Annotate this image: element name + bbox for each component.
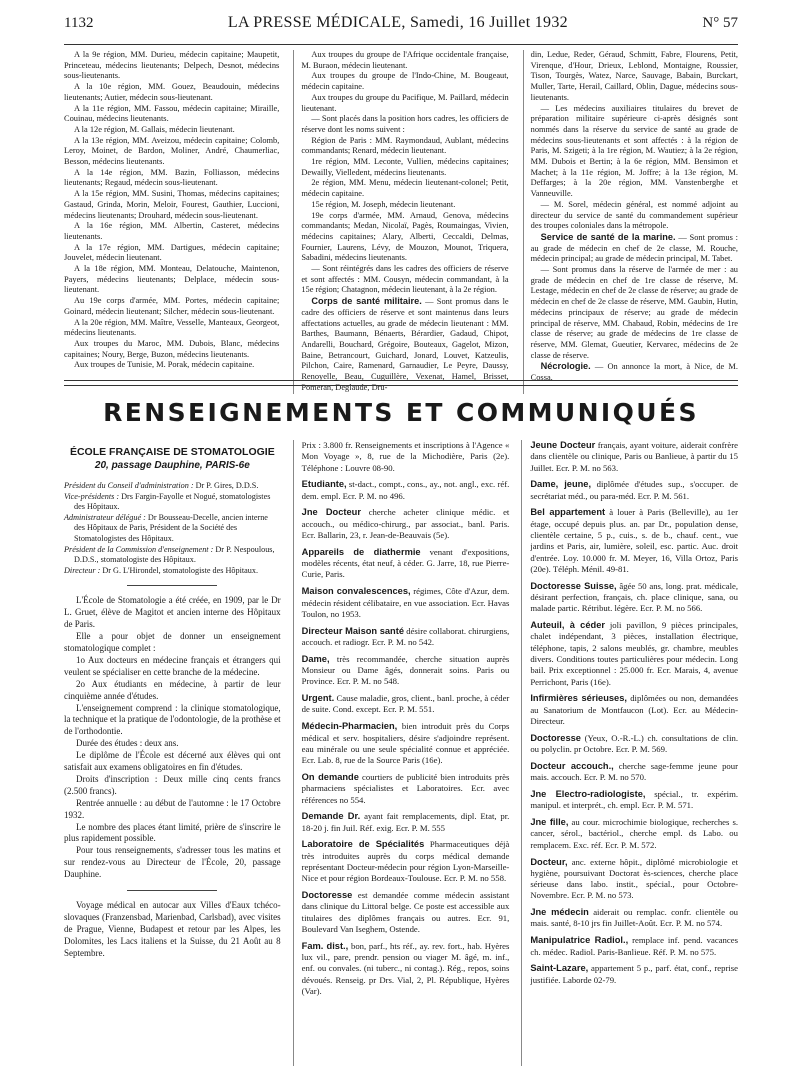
announcement-paragraph: — Sont promus dans la réserve de l'armée de mer : au grade de médecin en chef de 1re classe de réserve, M. Lestage, médecin en chef de 2e classe de réserve; au grade de médecin en chef de 2e classe de réserve, MM. Gaubin, Hutin, médecins principaux de réserve; au grade de médecin principal de réserve, MM. Chabaud, Robin, médecins de 1re classe de réserve; au grade de médecins de 1re classe de réserve, MM. Glemat, Gueutier, Kervarec, médecins de 2e classe de réserve. [530,265,738,360]
classified-ad [302,772,510,806]
classified-ad [302,839,510,884]
running-header [64,14,738,45]
ad-text: st-dact., compt., cons., ay., not. angl., exc. réf. dem. empl. Ecr. P. M. no 496. [301,479,510,501]
announcement-paragraph: A la 10e région, MM. Gouez, Beaudouin, médecins lieutenants; Autier, médecin sous-lieutenant. [64,82,280,102]
announcement-paragraph: A la 16e région, MM. Albertin, Casteret, médecins lieutenants. [64,221,280,241]
ad-title: Dame, [301,653,330,664]
issue-date: Samedi, 16 Juillet 1932 [409,14,568,31]
ad-text: âgée 50 ans, long. prat. médicale, désirant perfection, français, ch. place clinique, sana, ou malade partic. Rétribut. légère. Ecr. P. M. no 566. [530,580,739,614]
school-paragraph: Durée des études : deux ans. [76,738,179,749]
announcement-paragraph: A la 20e région, MM. Maître, Vesselle, Manteaux, Georgeot, médecins lieutenants. [64,317,280,338]
school-description [64,595,281,881]
ad-text: diplômées ou non, demandées au Sanatorium de Montfaucon (Lot). Ecr. au Médecin-Directeur. [530,693,739,727]
ad-title: Etudiante, [301,479,347,490]
ad-text: régimes, Côte d'Azur, dem. médecin résident célibataire, en vue association. Ecr. Havas Toulon, no 1953. [301,586,510,619]
classified-ad [302,479,510,502]
announcement-paragraph: A la 11e région, MM. Fassou, médecin capitaine; Miraille, Couinau, médecins lieutenants. [64,103,280,124]
ad-title: Doctoresse [301,890,353,901]
classified-ad [530,620,738,688]
ad-title: Auteuil, à céder [530,620,605,631]
announcement-paragraph: — Les médecins auxiliaires titulaires du brevet de préparation militaire supérieure ci-après désignés sont nommés dans la réserve du service de santé au grade de médecins sous-lieutenants et sont affectés : à la région de Paris, M. Szigeti; à la 1re région, M. Wautiez; à la 2e région, MM. Dubois et Bertin; à la 6e région, MM. Bensimon et Machet; à la 11e région, M. Joffre; à la 13e région, M. Deffarges; à la 20e région, MM. Vanstenberghe et Vanneuville. [530,103,738,199]
section-divider [64,380,738,386]
top-column-1 [64,50,279,394]
classified-ad [530,817,738,851]
announcement-paragraph: 19e corps d'armée, MM. Arnaud, Genova, médecins commandants; Medan, Nicolaï, Pagès, Roumaingas, Vivien, médecins capitaines; Alary, Alberti, Ceccaldi, Delmas, Fournier, Laurens, Lévy, de Mouzon, Mounot, Triquera, Sabadini, médecins lieutenants. [301,210,509,263]
school-paragraph: L'École de Stomatologie a été créée, en 1909, par le Dr L. Gruet, élève de Magitot et ancien interne des Hôpitaux de Paris. [64,595,281,630]
classified-ad [530,857,738,902]
school-paragraph: Elle a pour objet de donner un enseignement stomatologique complet : [64,631,281,653]
ad-text: venant d'expositions, modèles récents, état neuf, à céder. G. Jarre, 18, rue Pierre-Curie, Paris. [301,546,510,580]
ad-title: Manipulatrice Radiol., [530,935,629,946]
journal-name: LA PRESSE MÉDICALE, [227,14,406,31]
ad-title: Jeune Docteur [530,440,596,450]
announcement-paragraph: A la 18e région, MM. Monteau, Delatouche, Maintenon, Payers, médecins lieutenants; Delplace, médecin sous-lieutenant. [64,264,280,295]
classified-ad [530,479,738,502]
school-paragraph: L'enseignement comprend : la clinique stomatologique, la technique et la pratique de l'odontologie, de la prothèse et de l'orthodontie. [64,702,281,737]
journal-title-line [228,14,568,32]
school-paragraph: 1o Aux docteurs en médecine français et étrangers qui veulent se spécialiser en cette branche de la médecine. [64,654,281,677]
ad-title: Bel appartement [530,507,606,518]
classified-ad [530,907,738,930]
school-officials [64,481,281,576]
bottom-column-2 [293,440,510,1066]
school-official [64,566,281,577]
ad-text: joli pavillon, 9 pièces principales, chalet indépendant, 3 pièces, installation électrique, téléphone, tapis, 2 salons meublés, gr. chambre, meubles divers. Conditions toutes particulières pour médecin. Long bail. Prix exceptionnel : 25.000 fr. Ecr. Marais, 4, avenue Perrichont, Paris (16e). [530,620,738,687]
official-role: Président du Conseil d'administration : [64,481,194,490]
official-role: Vice-présidents : [64,491,120,501]
ad-text: cherche sage-femme jeune pour mais. accouch. Ecr. P. M. no 570. [530,760,738,783]
announcement-paragraph: Aux troupes du Maroc, MM. Dubois, Blanc, médecins capitaines; Noury, Berge, Buzon, médecins lieutenants. [64,338,280,359]
classified-ad [530,581,738,615]
ad-text: appartement 5 p., parf. état, conf., reprise justifiée. Laborde 02-79. [530,963,739,985]
ad-title: Doctoresse [530,732,581,743]
classified-ad [530,935,738,958]
ad-text: anc. externe hôpit., diplômé microbiologie et hygiène, poursuivant Doctorat ès-sciences, cherche place sérieuse dans labo. instit., spécial., pour Octobre-Novembre. Ecr. P. M. no 573. [530,856,738,901]
ad-title: Jne fille, [530,817,569,828]
announcement-paragraph: Service de santé de la marine. — Sont promus : au grade de médecin en chef de 2e classe, M. Rouche, médecin principal; au grade de médecin principal, M. Tabet. [530,231,738,264]
bottom-column-1 [64,440,281,1066]
ad-text: (Yeux, O.-R.-L.) ch. consultations de clin. ou polyclin. pr Octobre. Ecr. P. M. 569. [530,732,738,755]
classified-ad [530,761,738,784]
voyage-announcement: Voyage médical en autocar aux Villes d'Eaux tchéco-slovaques (Franzensbad, Marienbad, Carlsbad), avec visites de Prague, Vienne, Budapest et retour par les Alpes, les Dolomites, les Lacs italiens et la Suisse, du 21 Août au 8 Septembre. [64,900,281,958]
official-announcements [64,50,738,392]
ad-text: Cause maladie, gros, client., banl. proche, à céder de suite. Cond. except. Ecr. P. M. 551. [301,693,510,715]
official-role: Administrateur délégué : [64,512,146,522]
ad-title: Saint-Lazare, [530,963,589,974]
ad-title: Demande Dr. [301,811,361,822]
ad-text: à louer à Paris (Belleville), au 1er étage, occupé depuis plus. an. par Dr., population dense, clientèle certaine, 5 p., cuis., s. de b., chauf. cent., vue jardins et Paris, air, lumière, soleil, esc. partic. Auc. droit d'entrée. Loy. 10.000 fr. M. Meyer, 16, Villa Ortoz, Paris (20e). Téléph. Ménil. 49-81. [530,507,739,574]
school-paragraph: 2o Aux étudiants en médecine, à partir de leur cinquième année d'études. [64,678,281,701]
ad-text: diplômée d'études sup., s'occuper. de secrétariat méd., ou para-méd. Ecr. P. M. 561. [530,479,738,501]
school-paragraph: Le diplôme de l'École est décerné aux élèves qui ont satisfait aux examens obligatoires en fin d'études. [64,750,281,773]
ad-title: Dame, jeune, [530,479,592,490]
school-name: ÉCOLE FRANÇAISE DE STOMATOLOGIE [69,446,275,458]
ad-text: remplace inf. pend. vacances ch. médec. Radiol. Paris-Banlieue. Réf. P. M. no 575. [530,935,738,957]
announcement-paragraph: 1re région, MM. Leconte, Vullien, médecins capitaines; Dewailly, Vielledent, médecins lieutenants. [301,157,509,177]
short-divider [127,585,217,586]
ad-text: français, ayant voiture, aiderait confrère dans clientèle ou clinique, Paris ou Banlieue, à partir du 15 Juillet. Ecr. P. M. no 563. [530,440,738,473]
ad-title: Maison convalescences, [301,586,411,597]
classified-ad [302,941,510,997]
announcement-paragraph: Région de Paris : MM. Raymondaud, Aublant, médecins commandants; Renard, médecin lieutenant. [301,135,509,156]
classified-ad [302,547,510,581]
announcement-paragraph: Aux troupes du groupe de l'Afrique occidentale française, M. Buraon, médecin lieutenant. [301,50,509,70]
announcement-paragraph: A la 12e région, M. Gallais, médecin lieutenant. [74,124,235,134]
official-role: Président de la Commission d'enseignement : [64,544,214,554]
classified-ad [302,507,510,541]
ad-text: courtiers de publicité bien introduits près pharmaciens spécialistes et Laboratoires. Ecr. avec références no 554. [301,771,510,805]
classified-ad [302,440,510,474]
school-paragraph: Pour tous renseignements, s'adresser tous les matins et sur rendez-vous au Directeur de l'École, 20, passage Dauphine. [64,845,281,880]
announcement-paragraph: A la 14e région, MM. Bazin, Folliasson, médecins lieutenants; Regaud, médecin sous-lieutenant. [64,167,280,188]
ad-text: au cour. microchimie biologique, recherches s. cancer, sérol., bactériol., cherche empl. ds Labo. ou remplacem. Exc. réf. Ecr. P. M. 572. [530,817,739,850]
ad-title: Fam. dist., [301,940,349,951]
short-divider [127,890,217,891]
announcement-paragraph: Nécrologie. — On annonce la mort, à Nice, de M. Cossa. [530,361,738,383]
ad-title: Laboratoire de Spécialités [301,839,425,850]
ad-text: est demandée comme médecin assistant dans clinique du Littoral belge. Ce poste est accessible aux titulaires des diplômes français ou autres. Ecr. 91, Boulevard Van Iseghem, Ostende. [301,890,510,934]
ad-text: désire collaborat. chirurgiens, accouch. et radiogr. Ecr. P. M. no 542. [301,625,510,647]
bottom-column-3 [521,440,738,1066]
official-name: Drs Fargin-Fayolle et Nogué, stomatologistes des Hôpitaux. [74,491,271,512]
announcement-paragraph: — Sont réintégrés dans les cadres des officiers de réserve et sont affectés : MM. Cousyn, médecin commandant, à la 15e région; Chatagnon, médecin lieutenant, à la 2e région. [301,264,509,295]
subsection-heading: Corps de santé militaire. [311,296,422,307]
school-address: 20, passage Dauphine, PARIS-6e [94,460,250,471]
ad-text: cherche acheter clinique médic. et accouch., ou médico-chirurg., par associat., banl. Paris. Ecr. Ballarin, 23, r. Jean-de-Beauvais (5e). [301,507,510,541]
announcement-paragraph: Aux troupes du groupe de l'Indo-Chine, M. Bougeaut, médecin capitaine. [301,71,509,92]
official-name: Dr P. Nespoulous, D.D.S., stomatologiste des Hôpitaux. [74,544,275,565]
classified-ad [530,507,738,575]
top-column-2 [293,50,508,394]
ad-text: bien introduit près du Corps médical et serv. hospitaliers, désire s'adjoindre représent. eau minérale ou une seule spécialité connue et appréciée. Ecr. Lab. 8, rue de la Source Paris (16e). [301,721,510,766]
school-paragraph: Droits d'inscription : Deux mille cinq cents francs (2.500 francs). [64,773,281,796]
communiques-section [64,440,738,1066]
announcement-paragraph: 15e région, M. Joseph, médecin lieutenant. [311,199,456,209]
classified-ad [530,693,738,727]
classified-ad [302,721,510,766]
classified-ad [530,733,738,756]
official-name: Dr G. L'Hirondel, stomatologiste des Hôpitaux. [102,565,259,575]
section-title: RENSEIGNEMENTS ET COMMUNIQUÉS [103,398,699,427]
ad-text: Prix : 3.800 fr. Renseignements et inscriptions à l'Agence « Mon Voyage », 8, rue de la Michodière, Paris (2e). Téléphone : Louvre 08-90. [301,440,510,473]
ad-text: ayant fait remplacements, dipl. Etat, pr. 18-20 j. fin Juil. Réf. exig. Ecr. P. M. 555 [301,811,510,833]
classified-ad [302,890,510,935]
ad-title: On demande [301,771,359,782]
announcement-paragraph: 2e région, MM. Menu, médecin lieutenant-colonel; Petit, médecin capitaine. [301,178,509,199]
ad-text: très recommandée, cherche situation auprès Monsieur ou Dame âgés, donnerait soins. Paris ou Province. Ecr. P. M. no 548. [301,653,510,687]
ad-title: Jne Docteur [301,507,361,518]
page-number: 1132 [64,15,94,31]
ad-title: Appareils de diathermie [301,546,421,557]
top-column-3 [523,50,738,394]
ad-title: Médecin-Pharmacien, [301,721,398,732]
school-official [64,492,281,513]
classified-ad [530,789,738,812]
ad-title: Directeur Maison santé [301,625,404,636]
announcement-paragraph: — Sont placés dans la position hors cadres, les officiers de réserve dont les noms suivent : [301,114,509,134]
ad-text: bon, parf., hts réf., ay. rev. fort., hab. Hyères lux vil., pare, prendr. pension ou viager M. âgé, m. inf., enf. ou convales. (ni tuberc., ni contag.). Rég., repos, soins dévoués. Renseig. pr Drs. Vial, 2, Pl. République, Hyères (Var). [301,940,510,996]
ad-title: Urgent. [301,693,335,704]
announcement-paragraph: Corps de santé militaire. — Sont promus dans le cadre des officiers de réserve et sont maintenus dans leurs affectations actuelles, au grade de médecin lieutenant : MM. Barthes, Baumann, Bénaerts, Bérardier, Gadaud, Chipot, Andarelli, Bouchard, Grégoire, Bouteaux, Gagelot, Mizon, Baine, Betrancourt, Guichard, Jonard, Louvet, Katzeulis, Pilchon, Caire, Ramenard, Garnaudier, Le Peyre, Daussy, Renoyelle, Beau, Cuguillère, Vexenat, Hamel, Brisset, Pomeran, Deglaude, Dru- [301,296,509,392]
classified-ad [302,626,510,649]
ad-text: spécial., tr. expérim. manipul. et interprét., ch. empl. Ecr. P. M. 571. [530,789,738,811]
ad-title: Doctoresse Suisse, [530,580,617,591]
ad-title: Docteur, [530,856,568,867]
announcement-paragraph: A la 17e région, MM. Dartigues, médecin capitaine; Jouvelet, médecin lieutenant. [64,242,280,263]
classified-ad [530,963,738,986]
ad-title: Jne médecin [530,907,589,918]
official-name: Dr Bousseau-Decelle, ancien interne des Hôpitaux de Paris, Président de la Société des Stomatologistes des Hôpitaux. [74,512,268,543]
classified-ad [302,654,510,688]
school-official [64,513,281,545]
classified-ad [302,586,510,620]
classified-ad [530,440,738,474]
announcement-paragraph: Aux troupes de Tunisie, M. Porak, médecin capitaine. [74,360,255,370]
subsection-heading: Service de santé de la marine. [540,231,676,242]
ad-title: Infirmières sérieuses, [530,693,627,704]
announcement-paragraph: Aux troupes du groupe du Pacifique, M. Paillard, médecin lieutenant. [301,92,509,113]
subsection-heading: Nécrologie. [540,361,591,372]
official-name: Dr P. Gires, D.D.S. [195,481,259,490]
ad-title: Docteur accouch., [530,760,614,771]
issue-number: N° 57 [702,15,738,31]
announcement-paragraph: A la 13e région, MM. Aveizou, médecin capitaine; Colomb, Leroy, Moinet, de Bardon, Moliner, André, Chaumerliac, Besson, médecins lieutenants. [64,135,280,167]
official-role: Directeur : [64,565,101,575]
school-paragraph: Rentrée annuelle : au début de l'automne : le 17 Octobre 1932. [64,797,281,820]
ad-title: Jne Electro-radiologiste, [530,789,646,800]
announcement-paragraph: — M. Sorel, médecin général, est nommé adjoint au directeur du service de santé du commandement supérieur des troupes coloniales dans la métropole. [530,199,738,231]
classified-ad [302,693,510,716]
announcement-paragraph: A la 9e région, MM. Durieu, médecin capitaine; Maupetit, Princeteau, médecins lieutenants; Delpech, Desnot, médecins sous-lieutenants. [64,50,280,81]
school-official [64,481,281,492]
announcement-paragraph: A la 15e région, MM. Susini, Thomas, médecins capitaines; Gastaud, Grinda, Morin, Meloir, Fourest, Gauthier, Luccioni, médecins lieutenants; Drouhard, médecin sous-lieutenant. [64,189,280,220]
school-official [64,545,281,566]
classified-ad [302,811,510,834]
ad-text: aiderait ou remplac. confr. clientèle ou mais. santé, 8-10 jrs fin Juillet-Août. Ecr. P. M. no 574. [530,907,739,929]
school-paragraph: Le nombre des places étant limité, prière de s'inscrire le plus rapidement possible. [64,821,281,844]
ad-text: Pharmaceutiques déjà très introduites auprès du corps médical demande représentant Docteur-médecin pour région Lyon-Marseille-Nice et pour région Bordeaux-Toulouse. Ecr. P. M. no 558. [301,839,510,884]
announcement-paragraph: Au 19e corps d'armée, MM. Portes, médecin capitaine; Goinard, médecin lieutenant; Silcher, médecin sous-lieutenant. [64,296,280,316]
announcement-paragraph: din, Ledue, Reder, Géraud, Schmitt, Fabre, Flourens, Petit, Virenque, d'Hour, Drieux, Leblond, Montaigne, Roussier, Tison, Tourgès, Watez, Narce, Sauvage, Babain, Burckart, Muller, Tarte, Herail, Caillard, Oblin, Dague, médecins sous-lieutenants. [530,50,738,102]
